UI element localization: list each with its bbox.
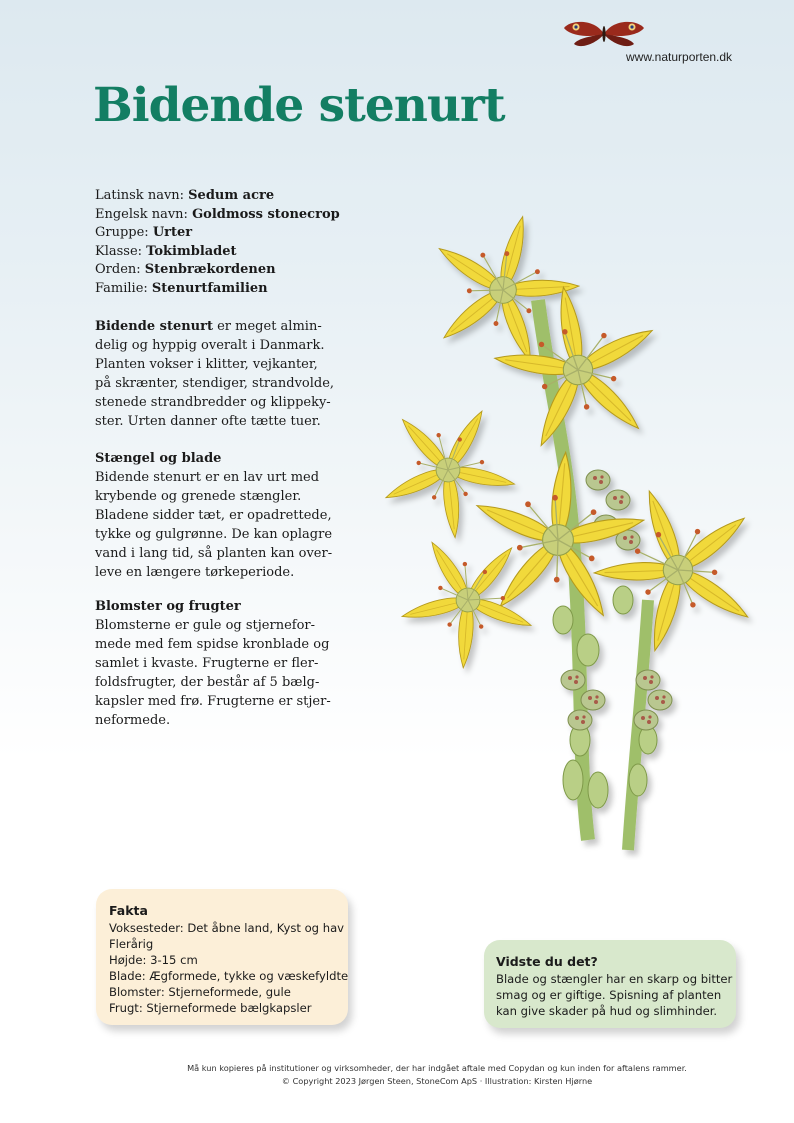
- butterfly-icon: [560, 14, 644, 54]
- intro-line: Planten vokser i klitter, vejkanter,: [95, 357, 318, 372]
- footer-copyright: © Copyright 2023 Jørgen Steen, StoneCom ApS · Illustration: Kirsten Hjørne: [281, 1076, 593, 1086]
- taxonomy-info: [95, 187, 340, 299]
- flower-section: [95, 597, 365, 730]
- info-label: Engelsk navn:: [95, 206, 193, 222]
- flower-line: kapsler med frø. Frugterne er stjer-: [95, 694, 331, 709]
- fakta-heading: Fakta: [109, 903, 148, 918]
- intro-line: [95, 317, 365, 336]
- did-you-know-line: smag og er giftige. Spisning af planten: [496, 988, 722, 1002]
- info-value: Stenurtfamilien: [151, 280, 268, 296]
- stem-heading: Stængel og blade: [95, 451, 222, 466]
- stem-line: Bidende stenurt er en lav urt med: [95, 470, 320, 485]
- info-value: Urter: [152, 225, 193, 241]
- fakta-line: Blomster: Stjerneformede, gule: [109, 985, 291, 999]
- intro-text: er meget almin-: [212, 319, 322, 334]
- site-url[interactable]: www.naturporten.dk: [626, 50, 733, 64]
- fakta-line: Voksesteder: Det åbne land, Kyst og hav: [109, 921, 345, 935]
- stem-section: [95, 449, 365, 582]
- did-you-know-box: [484, 940, 736, 1028]
- fakta-box: [96, 889, 348, 1025]
- info-row-group: [95, 224, 340, 243]
- did-you-know-heading: Vidste du det?: [496, 954, 598, 969]
- info-value: Stenbrækordenen: [144, 262, 276, 278]
- info-row-english: [95, 206, 340, 225]
- intro-section: [95, 317, 365, 431]
- flower-line: mede med fem spidse kronblade og: [95, 637, 330, 652]
- info-value: Tokimbladet: [146, 243, 237, 259]
- info-row-family: [95, 280, 340, 299]
- info-value: Goldmoss stonecrop: [192, 206, 340, 222]
- fakta-line: Flerårig: [109, 937, 154, 951]
- stem-line: Bladene sidder tæt, er opadrettede,: [95, 508, 332, 523]
- fakta-line: Blade: Ægformede, tykke og væskefyldte: [109, 969, 349, 983]
- fakta-line: Højde: 3-15 cm: [109, 953, 198, 967]
- info-value: Sedum acre: [188, 188, 275, 203]
- stem-line: krybende og grenede stængler.: [95, 489, 302, 504]
- intro-line: stenede strandbredder og klippeky-: [95, 395, 331, 410]
- info-row-latin: [95, 187, 340, 206]
- info-label: Klasse:: [95, 243, 147, 259]
- info-row-order: [95, 261, 340, 280]
- info-label: Gruppe:: [95, 225, 153, 241]
- footer-license: Må kun kopieres på institutioner og virksomheder, der har indgået aftale med Copydan og kun inden for aftalens rammer.: [187, 1063, 687, 1073]
- info-label: Orden:: [95, 262, 145, 278]
- stem-line: tykke og gulgrønne. De kan oplagre: [95, 527, 333, 542]
- page-title: Bidende stenurt: [93, 78, 505, 133]
- stem-line: leve en længere tørkeperiode.: [95, 565, 295, 580]
- stem-line: vand i lang tid, så planten kan over-: [95, 546, 333, 561]
- info-label: Latinsk navn:: [95, 188, 189, 203]
- intro-bold: Bidende stenurt: [95, 319, 213, 334]
- info-label: Familie:: [95, 280, 152, 296]
- intro-line: ster. Urten danner ofte tætte tuer.: [95, 414, 321, 429]
- intro-line: på skrænter, stendiger, strandvolde,: [95, 376, 335, 391]
- did-you-know-line: Blade og stængler har en skarp og bitter: [496, 972, 733, 986]
- flower-heading: Blomster og frugter: [95, 599, 241, 614]
- fakta-line: Frugt: Stjerneformede bælgkapsler: [109, 1001, 312, 1015]
- did-you-know-line: kan give skader på hud og slimhinder.: [496, 1004, 718, 1018]
- flower-line: foldsfrugter, der består af 5 bælg-: [95, 675, 320, 690]
- intro-line: delig og hyppig overalt i Danmark.: [95, 338, 325, 353]
- flower-line: samlet i kvaste. Frugterne er fler-: [95, 656, 319, 671]
- flower-line: neformede.: [95, 713, 171, 728]
- info-row-class: [95, 243, 340, 262]
- plant-illustration: [348, 180, 788, 860]
- flower-line: Blomsterne er gule og stjernefor-: [95, 618, 316, 633]
